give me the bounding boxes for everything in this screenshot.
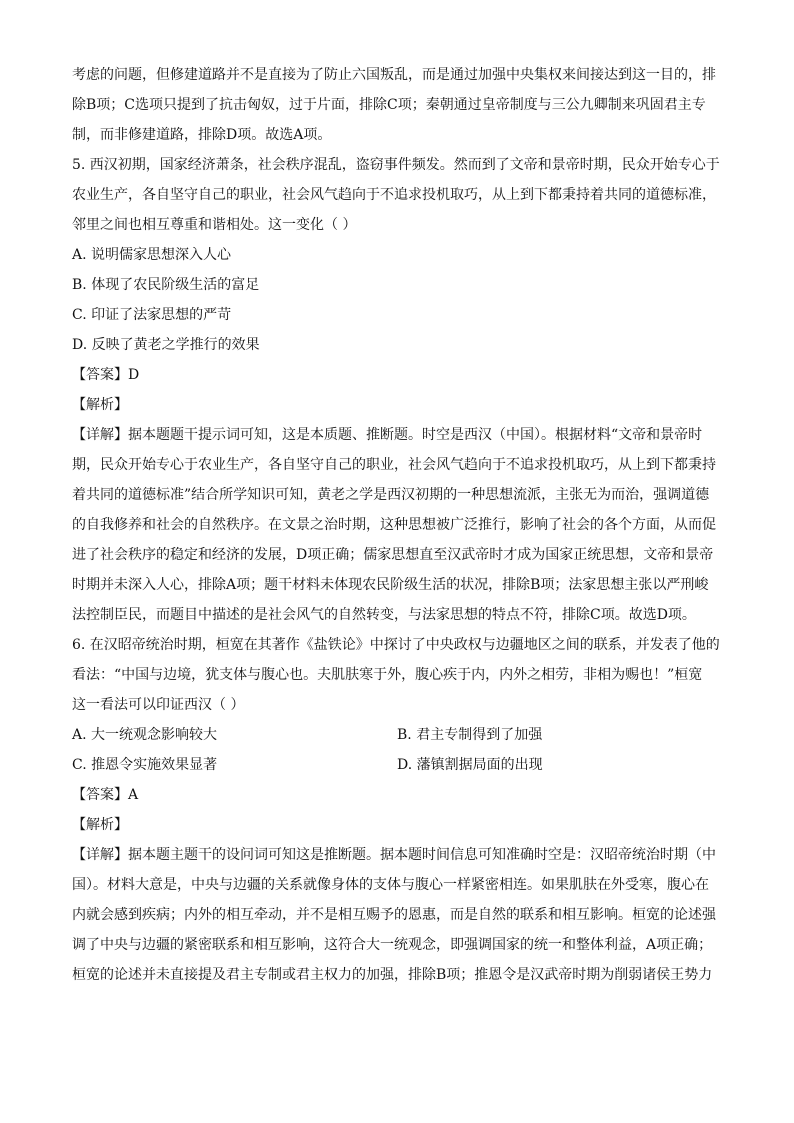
question-5-explanation: 【详解】据本题题干提示词可知，这是本质题、推断题。时空是西汉（中国）。根据材料“文帝和景帝时 xyxy=(72,427,703,443)
document-body xyxy=(72,60,722,990)
question-6-stem: 这一看法可以印证西汉（ ） xyxy=(72,697,245,713)
question-6-choice-c: C. 推恩令实施效果显著 xyxy=(72,757,218,773)
question-5-explanation: 着共同的道德标准”结合所学知识可知，黄老之学是西汉初期的一种思想流派，主张无为而治，强调道德 xyxy=(72,487,710,503)
question-5-answer: 【答案】D xyxy=(72,367,140,383)
question-5-choice-c: C. 印证了法家思想的严苛 xyxy=(72,307,232,323)
question-5-explanation: 的自我修养和社会的自然秩序。在文景之治时期，这种思想被广泛推行，影响了社会的各个方面，从而促 xyxy=(72,517,716,533)
question-6-choices-row xyxy=(72,720,722,750)
question-6-explanation: 【详解】据本题主题干的设问词可知这是推断题。据本题时间信息可知准确时空是：汉昭帝统治时期（中 xyxy=(72,847,716,863)
question-5-explanation: 进了社会秩序的稳定和经济的发展，D项正确；儒家思想直至汉武帝时才成为国家正统思想，文帝和景帝 xyxy=(72,547,714,563)
text-line: 除B项；C选项只提到了抗击匈奴，过于片面，排除C项；秦朝通过皇帝制度与三公九卿制来巩固君主专 xyxy=(72,97,706,113)
question-5-choice-b: B. 体现了农民阶级生活的富足 xyxy=(72,277,260,293)
text-line: 考虑的问题，但修建道路并不是直接为了防止六国叛乱，而是通过加强中央集权来间接达到这一目的，排 xyxy=(72,67,716,83)
question-5-stem: 农业生产，各自坚守自己的职业，社会风气趋向于不追求投机取巧，从上到下都秉持着共同的道德标准， xyxy=(72,187,716,203)
question-5-explanation: 时期并未深入人心，排除A项；题干材料未体现农民阶级生活的状况，排除B项；法家思想主张以严刑峻 xyxy=(72,577,709,593)
question-6-choice-a: A. 大一统观念影响较大 xyxy=(72,727,218,743)
question-6-stem: 看法：“中国与边境，犹支体与腹心也。夫肌肤寒于外，腹心疾于内，内外之相劳，非相为赐也！”桓宽 xyxy=(72,667,703,683)
question-6-answer: 【答案】A xyxy=(72,787,139,803)
question-5-analysis-heading: 【解析】 xyxy=(72,397,128,413)
question-5-stem: 5. 西汉初期，国家经济萧条，社会秩序混乱，盗窃事件频发。然而到了文帝和景帝时期，民众开始专心于 xyxy=(72,157,720,173)
question-6-analysis-heading: 【解析】 xyxy=(72,817,128,833)
question-6-explanation: 内就会感到疾病；内外的相互牵动，并不是相互赐予的恩惠，而是自然的联系和相互影响。桓宽的论述强 xyxy=(72,907,716,923)
question-6-stem: 6. 在汉昭帝统治时期，桓宽在其著作《盐铁论》中探讨了中央政权与边疆地区之间的联系，并发表了他的 xyxy=(72,637,720,653)
question-6-explanation: 调了中央与边疆的紧密联系和相互影响，这符合大一统观念，即强调国家的统一和整体利益，A项正确； xyxy=(72,937,713,953)
question-6-choice-b: B. 君主专制得到了加强 xyxy=(397,727,543,743)
question-6-choices-row xyxy=(72,750,722,780)
question-5-choice-d: D. 反映了黄老之学推行的效果 xyxy=(72,337,260,353)
question-5-explanation: 期，民众开始专心于农业生产，各自坚守自己的职业，社会风气趋向于不追求投机取巧，从上到下都秉持 xyxy=(72,457,716,473)
question-5-stem: 邻里之间也相互尊重和谐相处。这一变化（ ） xyxy=(72,217,357,233)
question-6-explanation: 国）。材料大意是，中央与边疆的关系就像身体的支体与腹心一样紧密相连。如果肌肤在外受寒，腹心在 xyxy=(72,877,709,893)
question-6-explanation: 桓宽的论述并未直接提及君主专制或君主权力的加强，排除B项；推恩令是汉武帝时期为削弱诸侯王势力 xyxy=(72,967,713,983)
question-5-choice-a: A. 说明儒家思想深入人心 xyxy=(72,247,232,263)
text-line: 制，而非修建道路，排除D项。故选A项。 xyxy=(72,127,332,143)
question-5-explanation: 法控制臣民，而题目中描述的是社会风气的自然转变，与法家思想的特点不符，排除C项。故选D项。 xyxy=(72,607,696,623)
question-6-choice-d: D. 藩镇割据局面的出现 xyxy=(397,757,543,773)
